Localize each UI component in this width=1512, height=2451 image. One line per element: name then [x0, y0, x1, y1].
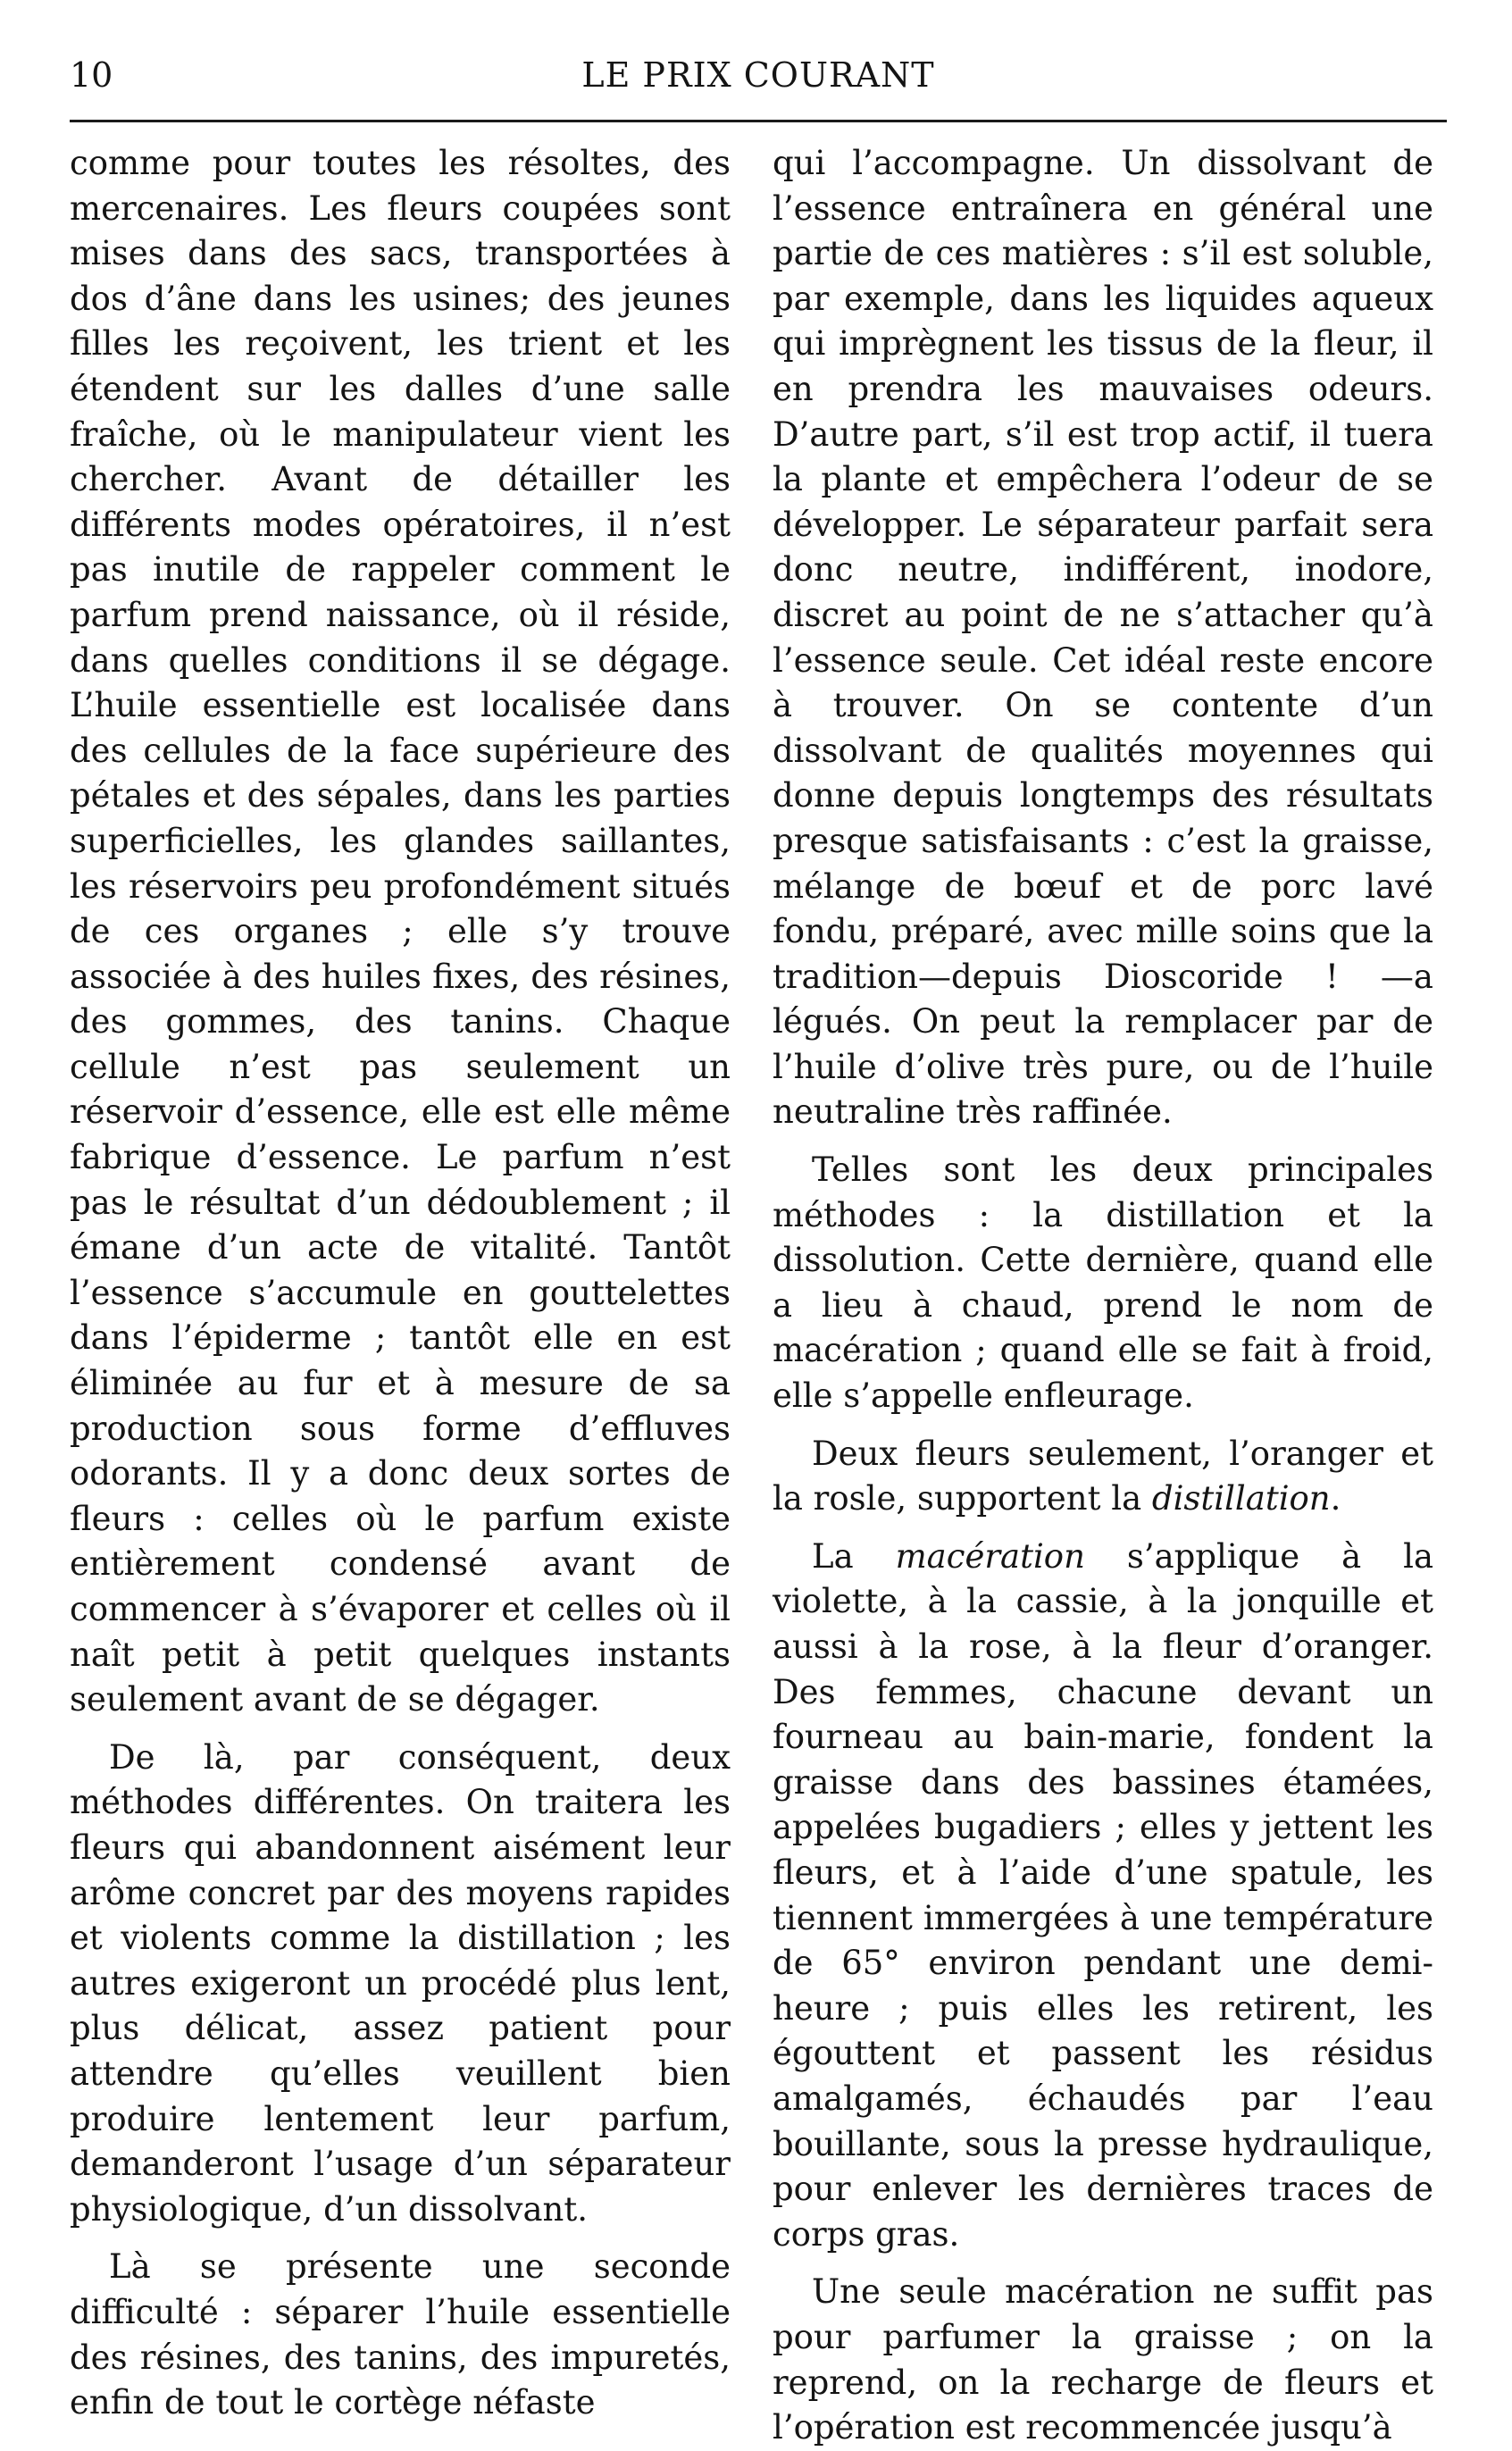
paragraph: Telles sont les deux principales méthodes : la distillation et la dissolution. Cette dernière, quand elle a lieu à chaud, prend le nom de macération ; quand elle se fait à froid, elle s’appelle enfleurage. — [773, 1150, 1433, 1416]
paragraph: Une seule macération ne suffit pas pour parfumer la graisse ; on la reprend, on la recharge de fleurs et l’opération est recommencée jusqu’à — [773, 2272, 1433, 2447]
paragraph: qui l’accompagne. Un dissolvant de l’essence entraînera en général une partie de ces matières : s’il est soluble, par exemple, dans les liquides aqueux qui imprègnent les tissus de la fleur, il en prendra les mauvaises odeurs. D’autre part, s’il est trop actif, il tuera la plante et empêchera l’odeur de se développer. Le séparateur parfait sera donc neutre, indifférent, inodore, discret au point de ne s’attacher qu’à l’essence seule. Cet idéal reste encore à trouver. On se contente d’un dissolvant de qualités moyennes qui donne depuis longtemps des résultats presque satisfaisants : c’est la graisse, mélange de bœuf et de porc lavé fondu, préparé, avec mille soins que la tradition—depuis Dioscoride ! —a légués. On peut la remplacer par de l’huile d’olive très pure, ou de l’huile neutraline très raffinée. — [773, 144, 1433, 1132]
page-header — [70, 55, 1447, 109]
right-column — [773, 141, 1433, 2451]
running-title: LE PRIX COURANT — [581, 55, 935, 95]
header-rule — [70, 120, 1447, 122]
italic-term: distillation — [1151, 1479, 1331, 1518]
italic-term: macération — [895, 1536, 1085, 1576]
paragraph — [773, 1432, 1433, 1522]
text-run: . — [1330, 1479, 1341, 1518]
left-column — [70, 141, 731, 2426]
paragraph: Là se présente une seconde difficulté : séparer l’huile essentielle des résines, des tanins, des impuretés, enfin de tout le cortège néfaste — [70, 2247, 731, 2422]
text-run: s’applique à la violette, à la cassie, à la jonquille et aussi à la rose, à la fleur d’oranger. Des femmes, chacune devant un fourneau au bain-marie, fondent la graisse dans des bassines étamées, appelées bugadiers ; elles y jettent les fleurs, et à l’aide d’une spatule, les tiennent immergées à une température de 65° environ pendant une demi-heure ; puis elles les retirent, les égouttent et passent les résidus amalgamés, échaudés par l’eau bouillante, sous la presse hydraulique, pour enlever les dernières traces de corps gras. — [773, 1536, 1433, 2254]
paragraph: De là, par conséquent, deux méthodes différentes. On traitera les fleurs qui abandonnent aisément leur arôme concret par des moyens rapides et violents comme la distillation ; les autres exigeront un procédé plus lent, plus délicat, assez patient pour attendre qu’elles veuillent bien produire lentement leur parfum, demanderont l’usage d’un séparateur physiologique, d’un dissolvant. — [70, 1737, 731, 2229]
text-run: La — [812, 1536, 896, 1576]
page-number: 10 — [70, 55, 113, 95]
paragraph — [773, 1535, 1433, 2258]
text-run: Deux fleurs seulement, l’oranger et la rosle, supportent la — [773, 1434, 1433, 1518]
paragraph: comme pour toutes les résoltes, des mercenaires. Les fleurs coupées sont mises dans des sacs, transportées à dos d’âne dans les usines; des jeunes filles les reçoivent, les trient et les étendent sur les dalles d’une salle fraîche, où le manipulateur vient les chercher. Avant de détailler les différents modes opératoires, il n’est pas inutile de rappeler comment le parfum prend naissance, où il réside, dans quelles conditions il se dégage. L’huile essentielle est localisée dans des cellules de la face supérieure des pétales et des sépales, dans les parties superficielles, les glandes saillantes, les réservoirs peu profondément situés de ces organes ; elle s’y trouve associée à des huiles fixes, des résines, des gommes, des tanins. Chaque cellule n’est pas seulement un réservoir d’essence, elle est elle même fabrique d’essence. Le parfum n’est pas le résultat d’un dédoublement ; il émane d’un acte de vitalité. Tantôt l’essence s’accumule en gouttelettes dans l’épiderme ; tantôt elle en est éliminée au fur et à mesure de sa production sous forme d’effluves odorants. Il y a donc deux sortes de fleurs : celles où le parfum existe entièrement condensé avant de commencer à s’évaporer et celles où il naît petit à petit quelques instants seulement avant de se dégager. — [70, 144, 731, 1719]
